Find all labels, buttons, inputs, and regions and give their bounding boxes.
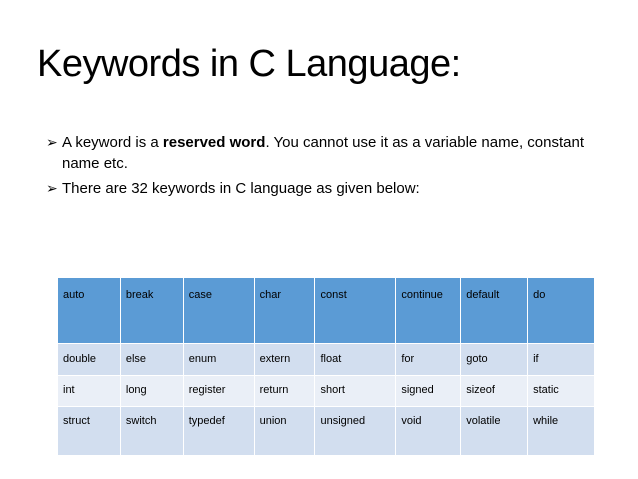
table-cell: continue xyxy=(396,278,461,344)
table-cell: volatile xyxy=(461,407,528,456)
table-cell: sizeof xyxy=(461,376,528,407)
bullet-item xyxy=(46,178,606,199)
bullet-text-before: A keyword is a xyxy=(62,134,163,151)
table-cell: static xyxy=(528,376,595,407)
table-cell: signed xyxy=(396,376,461,407)
table-cell: default xyxy=(461,278,528,344)
table-cell: if xyxy=(528,344,595,376)
table-cell: while xyxy=(528,407,595,456)
table-cell: typedef xyxy=(183,407,254,456)
table-cell: int xyxy=(58,376,121,407)
table-cell: enum xyxy=(183,344,254,376)
table-cell: break xyxy=(120,278,183,344)
table-cell: do xyxy=(528,278,595,344)
table-cell: struct xyxy=(58,407,121,456)
keywords-table xyxy=(57,277,595,456)
arrow-bullet-icon: ➢ xyxy=(46,180,58,196)
bullet-list xyxy=(46,132,606,203)
table-row xyxy=(58,407,595,456)
table-cell: long xyxy=(120,376,183,407)
bullet-item xyxy=(46,132,606,174)
bullet-text-after: . You cannot use it as a variable name, constant name etc. xyxy=(62,134,584,172)
table-cell: union xyxy=(254,407,315,456)
bullet-text-bold: reserved word xyxy=(162,134,266,151)
table-cell: char xyxy=(254,278,315,344)
table-cell: register xyxy=(183,376,254,407)
table-row xyxy=(58,376,595,407)
table-cell: case xyxy=(183,278,254,344)
table-cell: void xyxy=(396,407,461,456)
bullet-text: There are 32 keywords in C language as given below: xyxy=(62,180,420,197)
table-cell: short xyxy=(315,376,396,407)
table-header-row xyxy=(58,278,595,344)
table-cell: goto xyxy=(461,344,528,376)
slide-title: Keywords in C Language: xyxy=(37,43,461,85)
table-cell: switch xyxy=(120,407,183,456)
arrow-bullet-icon: ➢ xyxy=(46,134,58,150)
table-cell: else xyxy=(120,344,183,376)
table-row xyxy=(58,344,595,376)
table-cell: const xyxy=(315,278,396,344)
table-cell: float xyxy=(315,344,396,376)
table-cell: unsigned xyxy=(315,407,396,456)
table-cell: for xyxy=(396,344,461,376)
table-cell: auto xyxy=(58,278,121,344)
table-cell: double xyxy=(58,344,121,376)
table-cell: return xyxy=(254,376,315,407)
table-cell: extern xyxy=(254,344,315,376)
